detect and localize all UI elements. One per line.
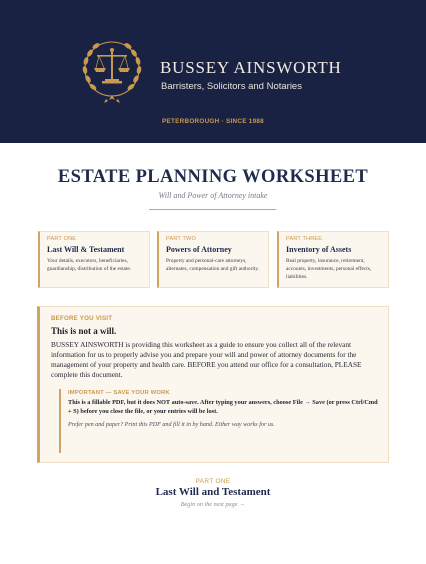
save-warning-callout xyxy=(59,389,378,453)
notice-heading: This is not a will. xyxy=(51,326,117,336)
document-title: ESTATE PLANNING WORKSHEET xyxy=(57,167,369,187)
part-card-inventory xyxy=(277,231,389,288)
letterhead-banner xyxy=(0,0,426,143)
next-page-hint: Begin on the next page → xyxy=(180,501,246,508)
save-warning-body: This is a fillable PDF, but it does NOT auto-save. After typing your answers, choose File → Save (or press Ctrl/Cmd + S) before you close the file, or your entries will be lost. xyxy=(68,399,378,415)
title-divider xyxy=(149,209,276,210)
notice-kicker: BEFORE YOU VISIT xyxy=(51,315,113,322)
part-card-kicker: PART THREE xyxy=(286,236,323,242)
firm-location: PETERBOROUGH · SINCE 1988 xyxy=(162,118,264,125)
scales-of-justice-logo-icon xyxy=(80,37,144,111)
part-card-description: Real property, insurance, retirement, accounts, investments, personal effects, liabilities. xyxy=(286,258,372,280)
print-option-note: Prefer pen and paper? Print this PDF and fill it in by hand. Either way works for us. xyxy=(68,422,275,429)
part-card-title: Powers of Attorney xyxy=(166,245,232,254)
part-card-kicker: PART ONE xyxy=(47,236,77,242)
next-section-title: Last Will and Testament xyxy=(155,486,271,498)
next-section-kicker: PART ONE xyxy=(195,478,231,485)
part-card-title: Last Will & Testament xyxy=(47,245,125,254)
document-subtitle: Will and Power of Attorney intake xyxy=(158,191,268,200)
firm-name: BUSSEY AINSWORTH xyxy=(160,58,342,77)
part-card-title: Inventory of Assets xyxy=(286,245,352,254)
before-you-visit-notice xyxy=(37,306,389,463)
part-card-attorney xyxy=(157,231,269,288)
notice-body: BUSSEY AINSWORTH is providing this worksheet as a guide to ensure you collect all of the relevant information for us to properly advise you and prepare your will and power of attorney documents for the management of your property and health care. BEFORE you attend our office for a consultation, PLEASE complete this document. xyxy=(51,340,362,379)
save-warning-kicker: IMPORTANT — SAVE YOUR WORK xyxy=(68,390,170,396)
part-card-will xyxy=(38,231,150,288)
part-card-kicker: PART TWO xyxy=(166,236,196,242)
part-card-description: Your details, executors, beneficiaries, guardianship, distribution of the estate. xyxy=(47,258,132,272)
part-card-description: Property and personal-care attorneys, alternates, compensation and gift authority. xyxy=(166,258,260,272)
firm-tagline: Barristers, Solicitors and Notaries xyxy=(161,81,302,92)
